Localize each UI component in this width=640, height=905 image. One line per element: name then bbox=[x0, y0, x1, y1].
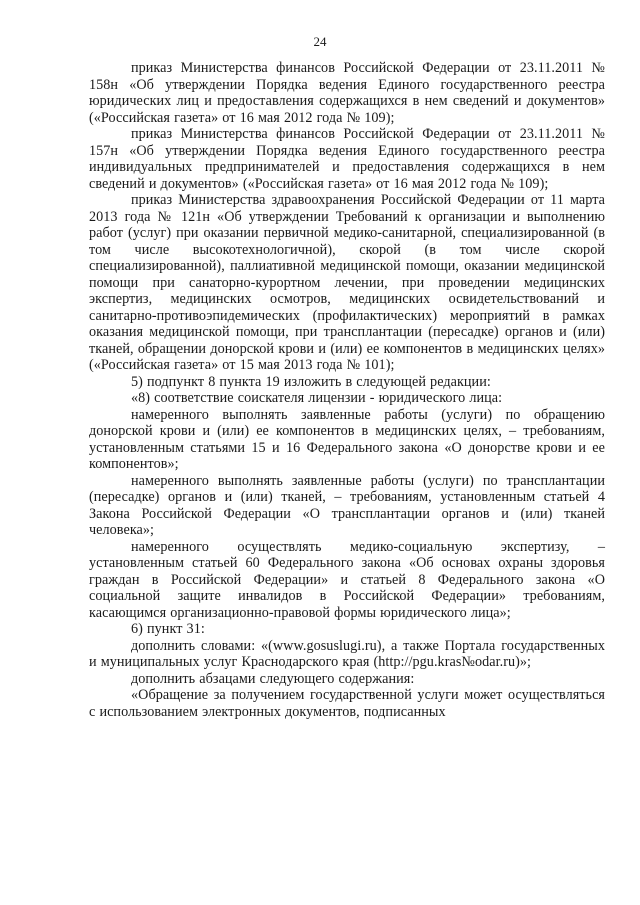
page-number: 24 bbox=[313, 34, 327, 49]
paragraph-add-abstracts: дополнить абзацами следующего содержания: bbox=[131, 670, 415, 687]
paragraph-item-5: 5) подпункт 8 пункта 19 изложить в следующей редакции: bbox=[131, 373, 491, 390]
document-body bbox=[89, 60, 605, 720]
paragraph-electronic-documents: «Обращение за получением государственной услуги может осуществляться с использованием электронных документов, подписанных bbox=[89, 687, 605, 720]
paragraph-order-157n: приказ Министерства финансов Российской Федерации от 23.11.2011 № 157н «Об утверждении Порядка ведения Единого государственного реестра индивидуальных предпринимателей и предоставления содержащихся в нем сведений и документов» («Российская газета» от 16 мая 2012 года № 109); bbox=[89, 126, 605, 192]
paragraph-transplantation: намеренного выполнять заявленные работы (услуги) по трансплантации (пересадке) органов и (или) тканей, – требованиям, установленным статьей 4 Закона Российской Федерации «О трансплантации органов и (или) тканей человека»; bbox=[89, 472, 605, 538]
paragraph-order-158n: приказ Министерства финансов Российской Федерации от 23.11.2011 № 158н «Об утверждении Порядка ведения Единого государственного реестра юридических лиц и предоставления содержащихся в нем сведений и документов» («Российская газета» от 16 мая 2012 года № 109); bbox=[89, 60, 605, 126]
paragraph-order-121n: приказ Министерства здравоохранения Российской Федерации от 11 марта 2013 года № 121н «Об утверждении Требований к организации и выполнению работ (услуг) при оказании первичной медико-санитарной, специализированной (в том числе высокотехнологичной), скорой (в том числе скорой специализированной), паллиативной медицинской помощи, оказании медицинской помощи при санаторно-курортном лечении, при проведении медицинских экспертиз, медицинских осмотров, медицинских освидетельствований и санитарно-противоэпидемических (профилактических) мероприятий в рамках оказания медицинской помощи, при трансплантации (пересадке) органов и (или) тканей, обращении донорской крови и (или) ее компонентов в медицинских целях» («Российская газета» от 15 мая 2013 года № 101); bbox=[89, 192, 605, 373]
paragraph-add-words: дополнить словами: «(www.gosuslugi.ru), а также Портала государственных и муниципальных услуг Краснодарского края (http://pgu.kras№odar.ru)»; bbox=[89, 637, 605, 670]
paragraph-medical-social-expertise: намеренного осуществлять медико-социальную экспертизу, – установленным статьей 60 Федерального закона «Об основах охраны здоровья граждан в Российской Федерации» и статьей 8 Федерального закона «О социальной защите инвалидов в Российской Федерации» требованиям, касающимся организационно-правовой формы юридического лица»; bbox=[89, 538, 605, 621]
paragraph-subitem-8: «8) соответствие соискателя лицензии - юридического лица: bbox=[131, 390, 503, 406]
paragraph-donor-blood: намеренного выполнять заявленные работы (услуги) по обращению донорской крови и (или) ее компонентов в медицинских целях, – требованиям, установленным статьями 15 и 16 Федерального закона «О донорстве крови и ее компонентов»; bbox=[89, 406, 605, 472]
paragraph-item-6: 6) пункт 31: bbox=[131, 621, 205, 637]
